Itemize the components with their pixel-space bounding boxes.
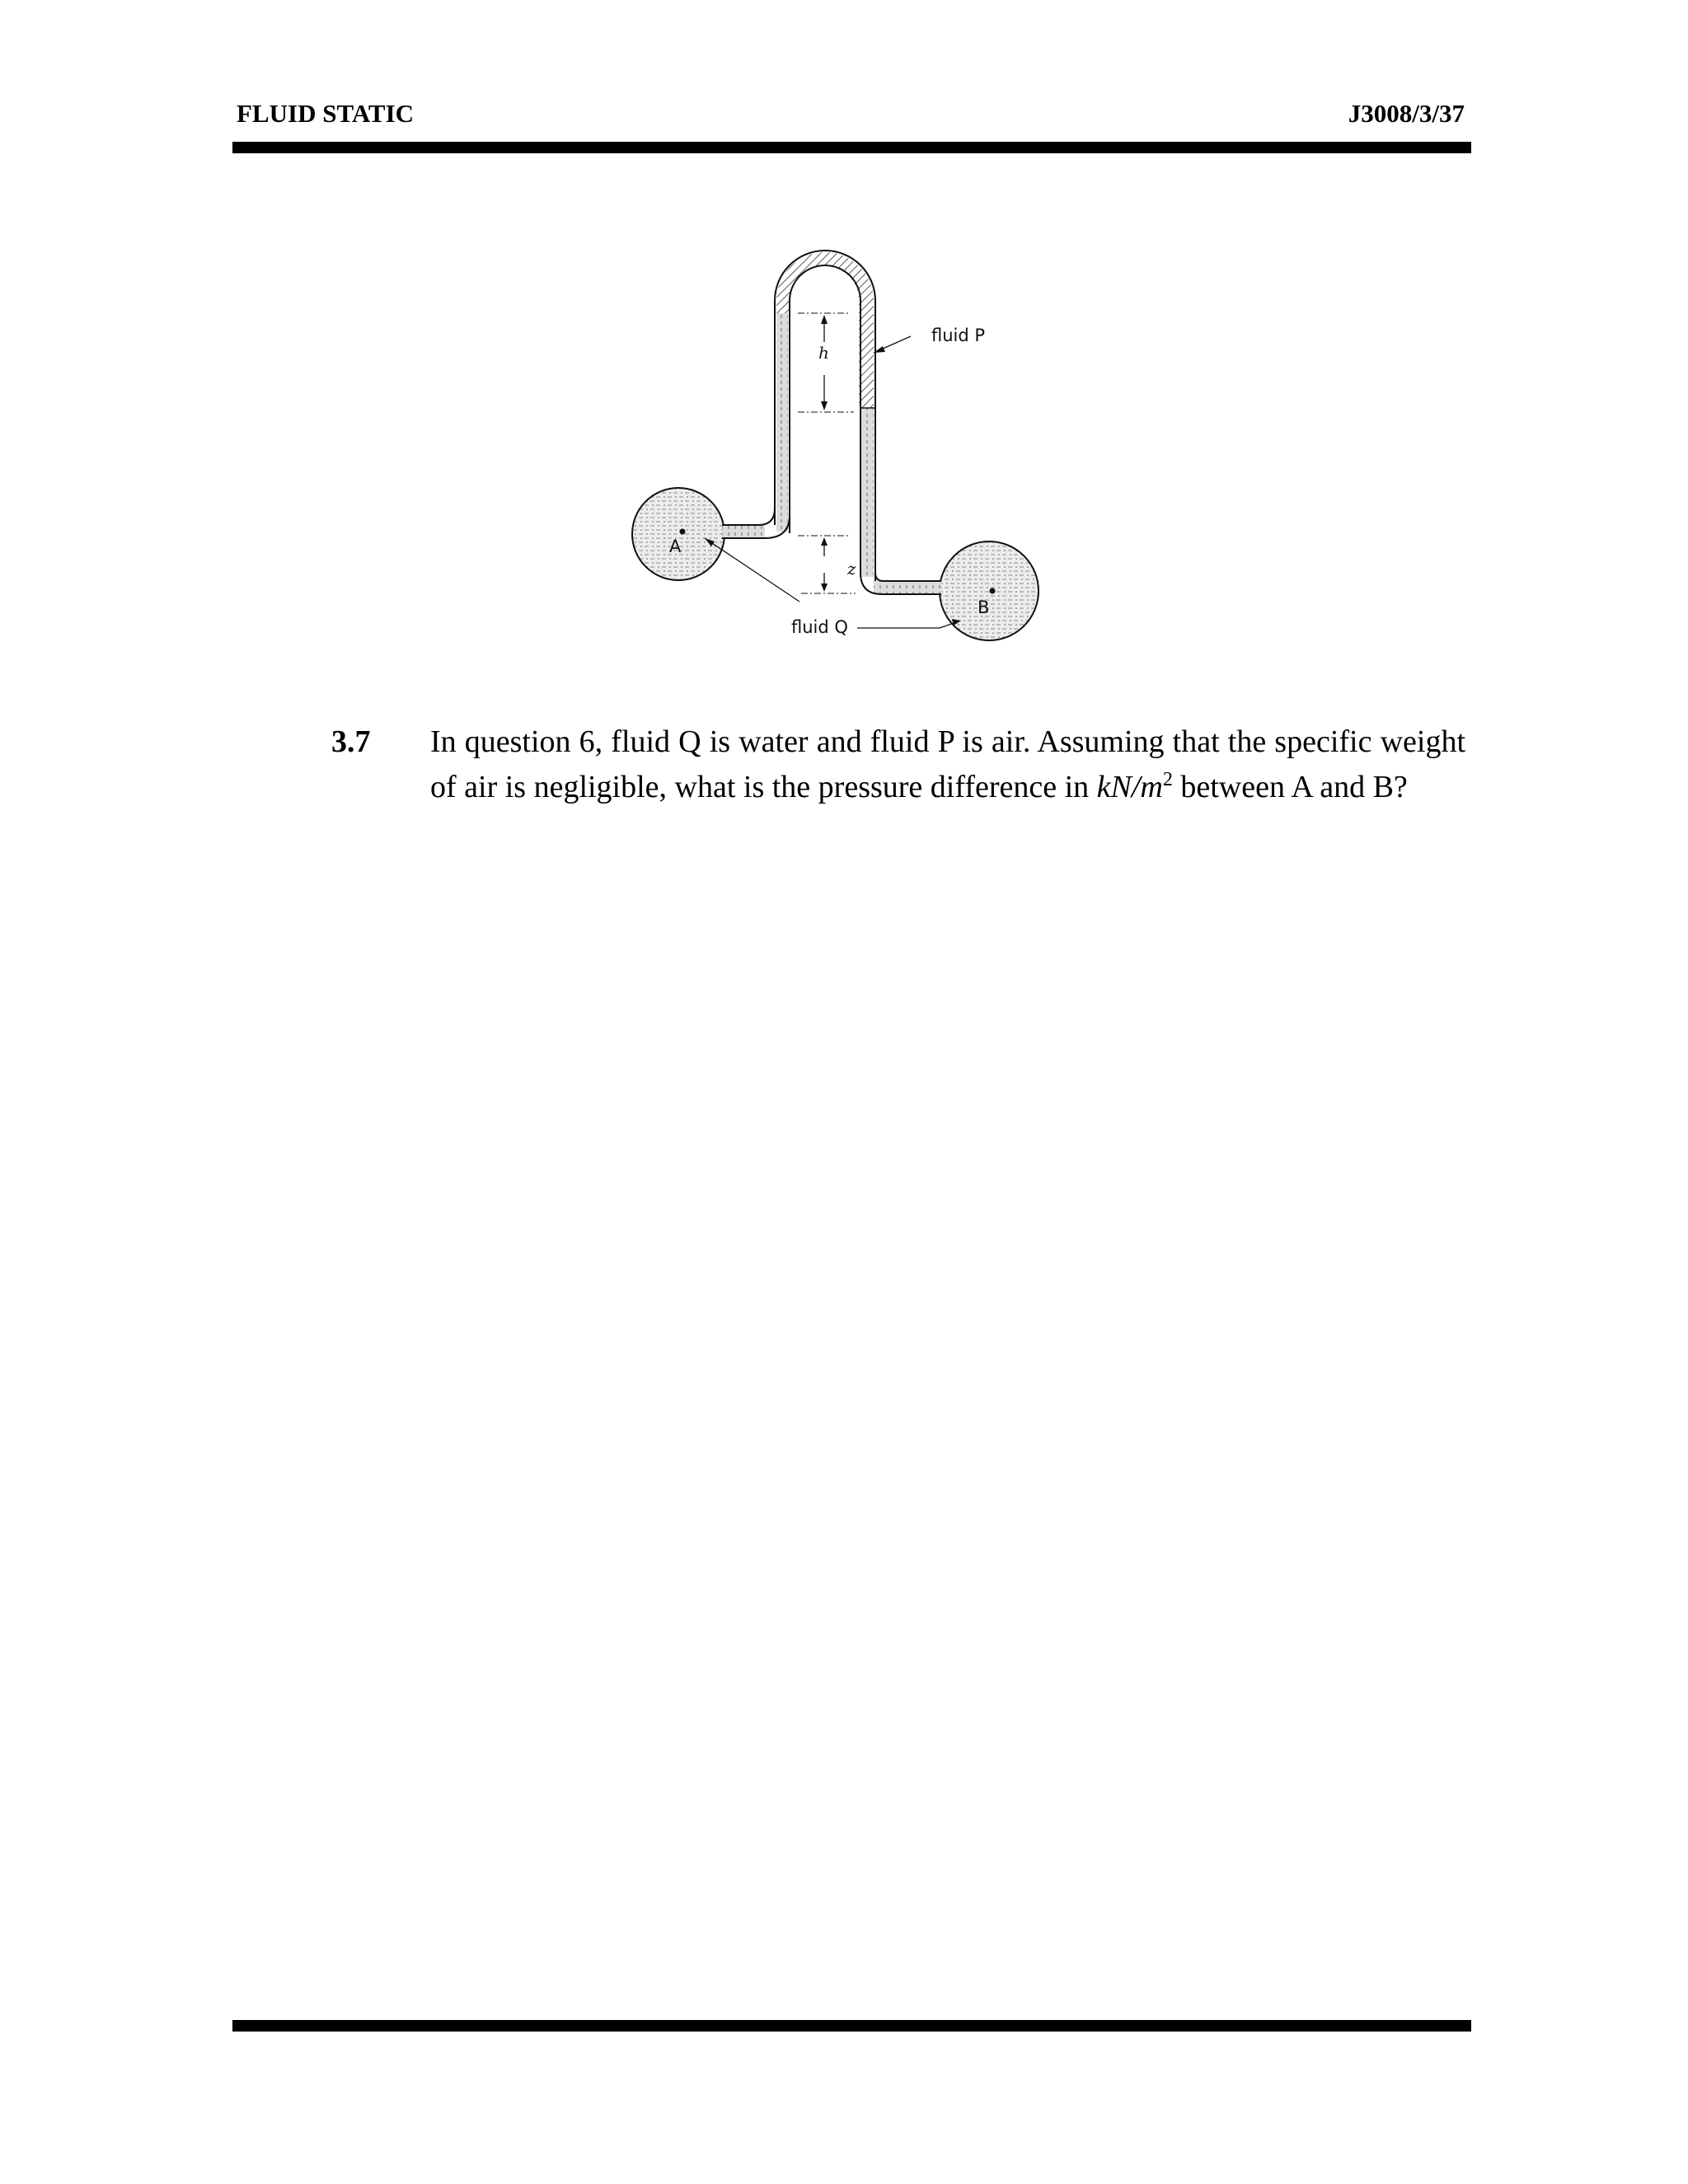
unit-base: kN/m bbox=[1096, 770, 1163, 804]
manometer-figure bbox=[626, 235, 1055, 655]
label-dimension-h: h bbox=[818, 343, 829, 363]
right-leg-liquid bbox=[860, 408, 874, 577]
label-dimension-z: z bbox=[847, 559, 856, 579]
left-leg-liquid bbox=[776, 313, 788, 532]
manometer-diagram bbox=[626, 235, 1055, 655]
label-fluid-p: fluid P bbox=[931, 326, 986, 345]
vessel-b bbox=[940, 541, 1039, 640]
vessel-a bbox=[632, 488, 724, 580]
question-text bbox=[430, 719, 1465, 810]
bottom-rule bbox=[232, 2020, 1471, 2032]
question-text-part2: between A and B? bbox=[1172, 770, 1408, 804]
unit-exponent: 2 bbox=[1162, 769, 1173, 790]
question-block bbox=[331, 719, 1465, 810]
header-page-code: J3008/3/37 bbox=[1348, 99, 1465, 128]
question-number: 3.7 bbox=[331, 724, 371, 759]
pipe-b-horizontal bbox=[874, 581, 941, 594]
question-text-part1: In question 6, fluid Q is water and fluid P is air. Assuming that the specific weight of air is negligible, what is the pressure difference in bbox=[430, 724, 1465, 804]
pipe-a-horizontal bbox=[722, 525, 765, 538]
arch-fluid-p bbox=[776, 252, 874, 408]
label-fluid-q: fluid Q bbox=[791, 617, 848, 637]
top-rule bbox=[232, 142, 1471, 153]
label-point-a: A bbox=[669, 537, 682, 556]
point-a-marker bbox=[680, 529, 686, 535]
header-section-title: FLUID STATIC bbox=[237, 99, 415, 128]
label-point-b: B bbox=[978, 598, 990, 617]
point-b-marker bbox=[990, 588, 996, 594]
